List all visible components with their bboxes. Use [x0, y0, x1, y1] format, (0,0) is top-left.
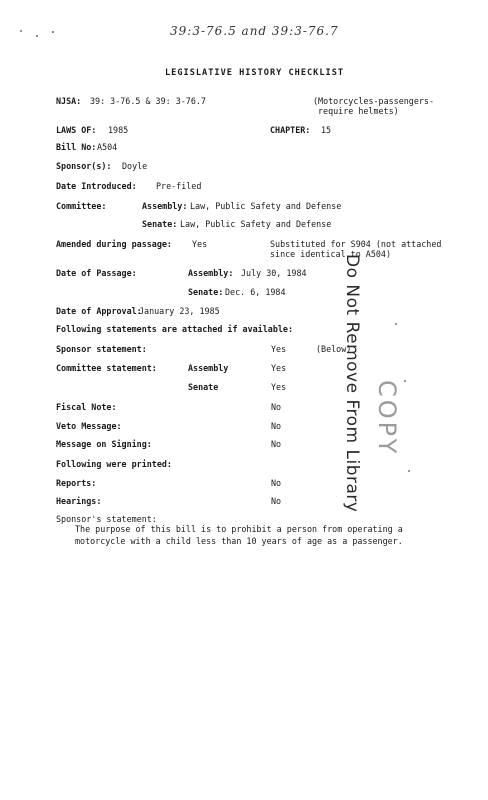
sponsors-statement-text: The purpose of this bill is to prohibit a person from operating a motorcycle with a child less than 10 years of age as a passenger. [75, 524, 403, 546]
attached-heading: Following statements are attached if available: [56, 324, 293, 334]
hearings-value: No [271, 496, 282, 506]
sponsor-statement-value: Yes [271, 344, 287, 354]
committee-statement-senate-value: Yes [271, 382, 287, 392]
subject-line1: (Motorcycles-passengers- [313, 96, 435, 106]
amended-note-line1: Substituted for S904 (not attached [270, 239, 442, 249]
hearings-label: Hearings: [56, 496, 102, 506]
bill-no-label: Bill No: [56, 142, 97, 152]
date-introduced-value: Pre-filed [156, 181, 202, 191]
njsa-value: 39: 3-76.5 & 39: 3-76.7 [90, 96, 206, 106]
approval-label: Date of Approval: [56, 306, 142, 316]
amended-value: Yes [192, 239, 208, 249]
njsa-label: NJSA: [56, 96, 82, 106]
committee-label: Committee: [56, 201, 107, 211]
copy-stamp: COPY [373, 380, 401, 457]
sponsor-statement-label: Sponsor statement: [56, 344, 147, 354]
laws-of-label: LAWS OF: [56, 125, 97, 135]
sponsor-value: Doyle [122, 161, 148, 171]
committee-statement-assembly-value: Yes [271, 363, 287, 373]
amended-note-line2: since identical to A504) [270, 249, 392, 259]
printed-heading: Following were printed: [56, 459, 172, 469]
amended-label: Amended during passage: [56, 239, 172, 249]
bill-no-value: A504 [97, 142, 118, 152]
reports-label: Reports: [56, 478, 97, 488]
committee-statement-assembly-label: Assembly [188, 363, 229, 373]
page-title: LEGISLATIVE HISTORY CHECKLIST [165, 68, 345, 78]
laws-of-value: 1985 [108, 125, 129, 135]
approval-value: January 23, 1985 [139, 306, 220, 316]
scan-speck [52, 31, 54, 33]
library-stamp-text: Do Not Remove From Library [342, 254, 362, 513]
sponsor-label: Sponsor(s): [56, 161, 112, 171]
chapter-value: 15 [321, 125, 332, 135]
fiscal-note-value: No [271, 402, 282, 412]
veto-message-value: No [271, 421, 282, 431]
message-signing-label: Message on Signing: [56, 439, 152, 449]
message-signing-value: No [271, 439, 282, 449]
committee-assembly-label: Assembly: [142, 201, 188, 211]
subject-line2: require helmets) [318, 106, 399, 116]
passage-assembly-label: Assembly: [188, 268, 234, 278]
chapter-label: CHAPTER: [270, 125, 311, 135]
scan-speck [404, 380, 406, 382]
scan-speck [20, 30, 22, 32]
passage-senate-value: Dec. 6, 1984 [225, 287, 286, 297]
scan-speck [395, 323, 397, 325]
reports-value: No [271, 478, 282, 488]
sponsor-statement-note: (Below) [316, 344, 352, 354]
scan-speck [36, 35, 38, 37]
veto-message-label: Veto Message: [56, 421, 122, 431]
sponsors-statement-label: Sponsor's statement: [56, 514, 157, 524]
committee-senate-label: Senate: [142, 219, 178, 229]
committee-statement-senate-label: Senate [188, 382, 219, 392]
scan-speck [408, 470, 410, 472]
passage-label: Date of Passage: [56, 268, 137, 278]
committee-assembly-value: Law, Public Safety and Defense [190, 201, 342, 211]
passage-assembly-value: July 30, 1984 [241, 268, 307, 278]
committee-senate-value: Law, Public Safety and Defense [180, 219, 332, 229]
fiscal-note-label: Fiscal Note: [56, 402, 117, 412]
library-stamp [336, 252, 370, 552]
handwritten-header: 39:3-76.5 and 39:3-76.7 [170, 24, 339, 38]
date-introduced-label: Date Introduced: [56, 181, 137, 191]
committee-statement-label: Committee statement: [56, 363, 157, 373]
passage-senate-label: Senate: [188, 287, 224, 297]
